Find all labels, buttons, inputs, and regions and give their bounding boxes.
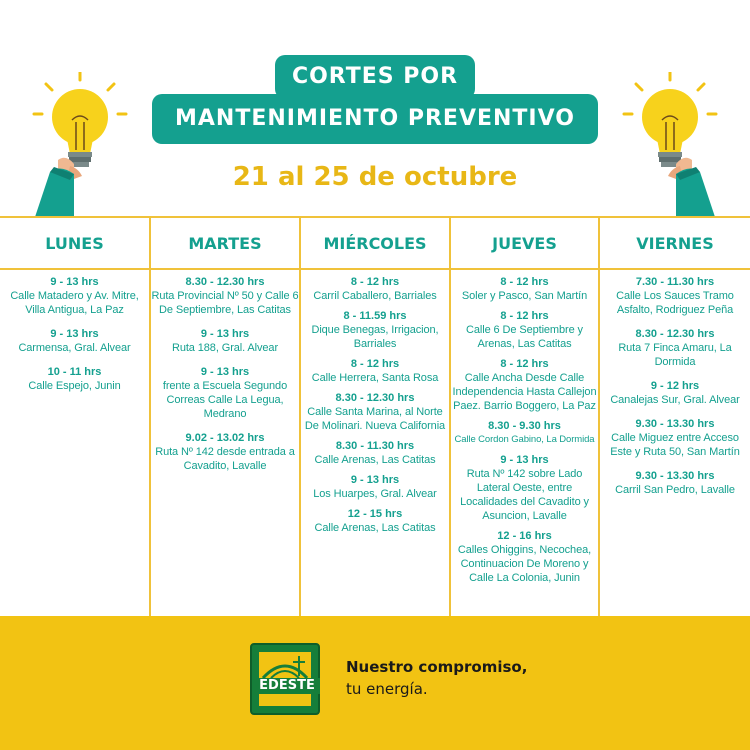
logo-text: EDESTE bbox=[254, 678, 320, 694]
slogan-line-1: Nuestro compromiso, bbox=[346, 658, 528, 676]
outage-time: 12 - 15 hrs bbox=[347, 508, 403, 520]
title-line-2: MANTENIMIENTO PREVENTIVO bbox=[152, 94, 598, 144]
outage-time: 12 - 16 hrs bbox=[497, 530, 552, 542]
outage-entry bbox=[151, 275, 299, 317]
outage-entry bbox=[451, 309, 598, 351]
outage-entry bbox=[451, 529, 598, 585]
outage-time: 8 - 12 hrs bbox=[500, 310, 549, 322]
outage-location: Calle Ancha Desde Calle Independencia Hasta Callejon Paez. Barrio Boggero, La Paz bbox=[452, 372, 597, 412]
schedule-table bbox=[0, 216, 750, 616]
outage-entry bbox=[600, 469, 750, 497]
outage-entry bbox=[0, 275, 149, 317]
outage-time: 7.30 - 11.30 hrs bbox=[635, 276, 715, 288]
slogan-line-2: tu energía. bbox=[346, 680, 428, 698]
outage-time: 9 - 13 hrs bbox=[50, 328, 99, 340]
outage-location: frente a Escuela Segundo Correas Calle La Legua, Medrano bbox=[162, 380, 288, 420]
outage-entry bbox=[301, 309, 449, 351]
outage-time: 8 - 12 hrs bbox=[350, 276, 400, 288]
outage-location: Los Huarpes, Gral. Alvear bbox=[313, 488, 437, 500]
outage-location: Calles Ohiggins, Necochea, Continuacion De Moreno y Calle La Colonia, Junin bbox=[457, 544, 592, 584]
day-header: MIÉRCOLES bbox=[301, 218, 449, 270]
slogan bbox=[346, 656, 527, 700]
outage-location: Calle Espejo, Junin bbox=[28, 380, 121, 392]
outage-time: 8 - 11.59 hrs bbox=[343, 310, 407, 322]
outage-location: Calle Herrera, Santa Rosa bbox=[311, 372, 439, 384]
edeste-logo bbox=[250, 643, 320, 715]
outage-location: Ruta Nº 142 sobre Lado Lateral Oeste, entre Localidades del Cavadito y Asuncion, Lavalle bbox=[460, 468, 589, 522]
outage-time: 9 - 13 hrs bbox=[50, 276, 99, 288]
outage-location: Carmensa, Gral. Alvear bbox=[18, 342, 131, 354]
outage-time: 9.30 - 13.30 hrs bbox=[635, 418, 715, 430]
outage-entry bbox=[301, 275, 449, 303]
outage-time: 8 - 12 hrs bbox=[500, 276, 549, 288]
outage-location: Ruta Nº 142 desde entrada a Cavadito, Lavalle bbox=[155, 446, 295, 472]
day-header: LUNES bbox=[0, 218, 149, 270]
outage-entry bbox=[0, 327, 149, 355]
outage-entry bbox=[151, 431, 299, 473]
outage-entry bbox=[451, 357, 598, 413]
lightbulb-left-icon bbox=[30, 72, 140, 217]
outage-location: Ruta 7 Finca Amaru, La Dormida bbox=[618, 342, 732, 368]
outage-time: 9.02 - 13.02 hrs bbox=[185, 432, 265, 444]
outage-entry bbox=[151, 327, 299, 355]
day-column-jueves bbox=[451, 218, 600, 616]
outage-time: 8.30 - 12.30 hrs bbox=[185, 276, 265, 288]
outage-location: Calle 6 De Septiembre y Arenas, Las Catitas bbox=[466, 324, 583, 350]
outage-time: 8.30 - 11.30 hrs bbox=[335, 440, 415, 452]
outage-location: Calle Arenas, Las Catitas bbox=[314, 522, 436, 534]
outage-location: Soler y Pasco, San Martín bbox=[461, 290, 588, 302]
day-column-lunes bbox=[0, 218, 151, 616]
outage-location: Calle Santa Marina, al Norte De Molinari. Nueva California bbox=[304, 406, 446, 432]
outage-location: Carril San Pedro, Lavalle bbox=[615, 484, 735, 496]
outage-location: Ruta Provincial Nº 50 y Calle 6 De Septiembre, Las Catitas bbox=[151, 290, 299, 316]
outage-time: 8 - 12 hrs bbox=[350, 358, 400, 370]
outage-entry bbox=[151, 365, 299, 421]
outage-location: Carril Caballero, Barriales bbox=[313, 290, 437, 302]
outage-time: 8.30 - 9.30 hrs bbox=[488, 420, 561, 432]
outage-location: Canalejas Sur, Gral. Alvear bbox=[610, 394, 740, 406]
lightbulb-right-icon bbox=[610, 72, 720, 217]
outage-time: 9 - 12 hrs bbox=[650, 380, 700, 392]
outage-entry bbox=[451, 453, 598, 523]
outage-location: Ruta 188, Gral. Alvear bbox=[171, 342, 279, 354]
outage-entry bbox=[451, 275, 598, 303]
outage-entry bbox=[0, 365, 149, 393]
outage-entry bbox=[451, 419, 598, 447]
date-range: 21 al 25 de octubre bbox=[232, 162, 518, 192]
outage-entry bbox=[301, 439, 449, 467]
footer-banner bbox=[0, 616, 750, 750]
outage-entry bbox=[301, 391, 449, 433]
outage-entry bbox=[301, 473, 449, 501]
day-header: VIERNES bbox=[600, 218, 750, 270]
day-column-miercoles bbox=[301, 218, 451, 616]
outage-time: 8.30 - 12.30 hrs bbox=[335, 392, 415, 404]
outage-location: Calle Arenas, Las Catitas bbox=[314, 454, 436, 466]
day-header: JUEVES bbox=[451, 218, 598, 270]
outage-time: 8 - 12 hrs bbox=[500, 358, 549, 370]
outage-location: Calle Cordon Gabino, La Dormida bbox=[454, 434, 595, 445]
outage-entry bbox=[600, 379, 750, 407]
outage-entry bbox=[600, 275, 750, 317]
outage-entry bbox=[301, 357, 449, 385]
outage-location: Calle Los Sauces Tramo Asfalto, Rodriguez Peña bbox=[616, 290, 734, 316]
day-column-martes bbox=[151, 218, 301, 616]
outage-entry bbox=[600, 417, 750, 459]
outage-location: Calle Miguez entre Acceso Este y Ruta 50, San Martín bbox=[610, 432, 740, 458]
outage-location: Dique Benegas, Irrigacion, Barriales bbox=[311, 324, 439, 350]
day-column-viernes bbox=[600, 218, 750, 616]
outage-time: 9 - 13 hrs bbox=[350, 474, 400, 486]
outage-time: 9 - 13 hrs bbox=[200, 366, 250, 378]
day-header: MARTES bbox=[151, 218, 299, 270]
outage-time: 10 - 11 hrs bbox=[47, 366, 102, 378]
outage-entry bbox=[600, 327, 750, 369]
outage-time: 8.30 - 12.30 hrs bbox=[635, 328, 715, 340]
outage-time: 9 - 13 hrs bbox=[500, 454, 549, 466]
outage-time: 9 - 13 hrs bbox=[200, 328, 250, 340]
outage-entry bbox=[301, 507, 449, 535]
outage-time: 9.30 - 13.30 hrs bbox=[635, 470, 715, 482]
outage-location: Calle Matadero y Av. Mitre, Villa Antigua, La Paz bbox=[10, 290, 139, 316]
title-line-1: CORTES POR bbox=[275, 55, 475, 99]
